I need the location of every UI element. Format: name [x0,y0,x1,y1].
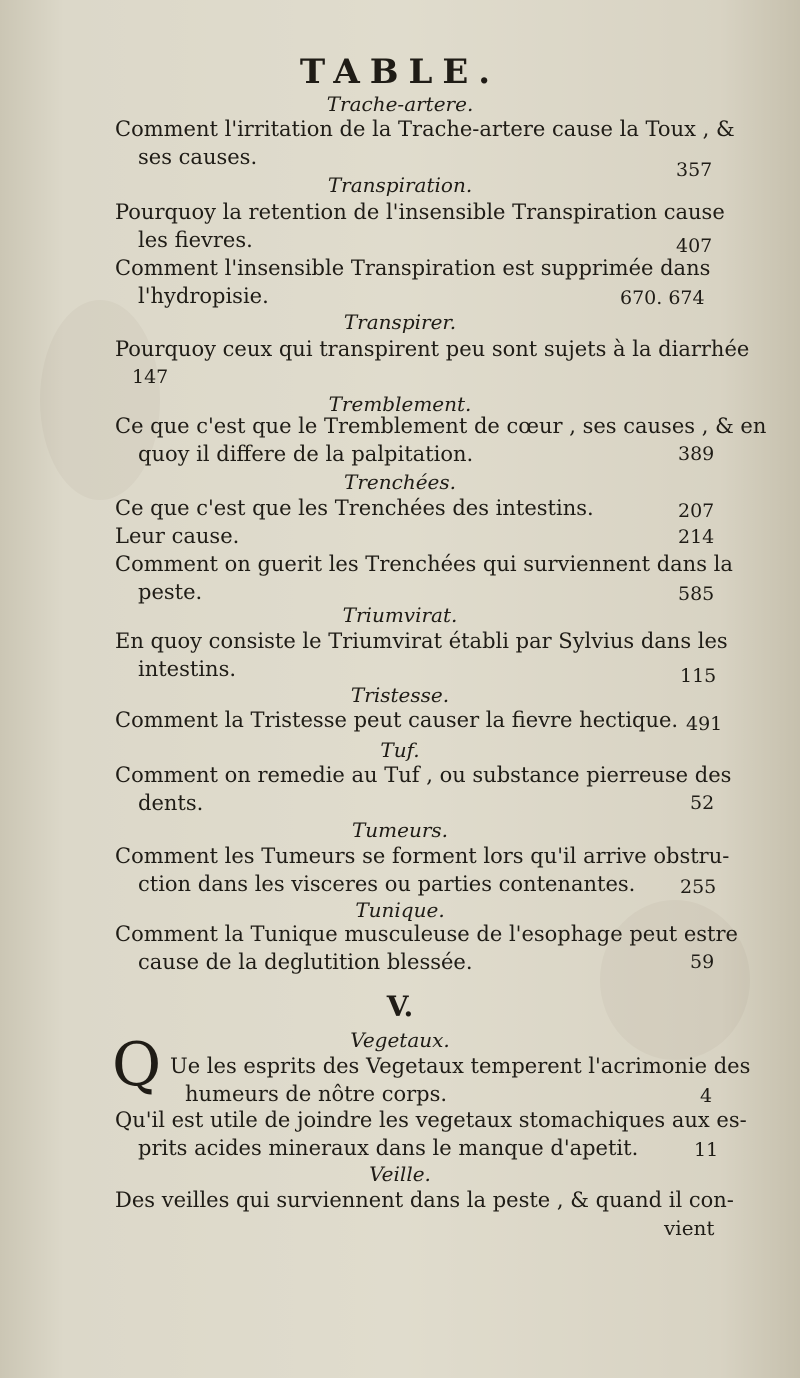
page-number: 357 [676,159,713,181]
section-heading: Tristesse. [350,683,450,707]
entry-line: Comment on remedie au Tuf , ou substance pierreuse des [115,763,732,787]
page-number: 389 [678,443,715,465]
page-number: 585 [678,583,715,605]
entry-line: Comment la Tristesse peut causer la fievre hectique. [115,708,679,732]
entry-line: l'hydropisie. [138,284,269,308]
section-heading: Tuf. [380,738,420,762]
entry-line: prits acides mineraux dans le manque d'apetit. [138,1136,639,1160]
entry-line: Qu'il est utile de joindre les vegetaux stomachiques aux es- [115,1108,747,1132]
section-heading: Transpiration. [327,173,473,197]
page-number: 214 [678,526,715,548]
entry-line: Ce que c'est que le Tremblement de cœur , ses causes , & en [115,414,767,438]
page-number: 207 [678,500,715,522]
section-heading: Tremblement. [328,392,472,416]
section-heading: Tunique. [355,898,445,922]
entry-line: Comment on guerit les Trenchées qui surviennent dans la [115,552,733,576]
entry-line: peste. [138,580,203,604]
section-heading: Triumvirat. [342,603,458,627]
entry-line: Pourquoy ceux qui transpirent peu sont sujets à la diarrhée [115,337,750,361]
entry-line: Pourquoy la retention de l'insensible Transpiration cause [115,200,725,224]
entry-line: ction dans les visceres ou parties contenantes. [138,872,636,896]
entry-line: dents. [138,791,204,815]
section-heading: Tumeurs. [351,818,449,842]
entry-line: ses causes. [138,145,258,169]
page-number: 147 [132,366,169,388]
entry-line: En quoy consiste le Triumvirat établi par Sylvius dans les [115,629,728,653]
page-number: 4 [700,1085,713,1107]
entry-line: Comment la Tunique musculeuse de l'esophage peut estre [115,922,738,946]
page-title: TABLE. [299,52,501,92]
drop-cap: Q [112,1030,162,1100]
page-number: 11 [694,1139,719,1161]
entry-line: cause de la deglutition blessée. [138,950,473,974]
entry-line: Comment les Tumeurs se forment lors qu'il arrive obstru- [115,844,730,868]
entry-line: Ce que c'est que les Trenchées des intestins. [115,496,594,520]
page-number: 407 [676,235,713,257]
section-heading: Vegetaux. [350,1028,450,1052]
entry-line: humeurs de nôtre corps. [185,1082,448,1106]
entry-line: quoy il differe de la palpitation. [138,442,474,466]
entry-line: Comment l'irritation de la Trache-artere cause la Toux , & [115,117,735,141]
section-heading: Transpirer. [343,310,457,334]
page-number: 670. 674 [620,287,705,309]
entry-line: Des veilles qui surviennent dans la peste , & quand il con- [115,1188,734,1212]
page-number: 115 [680,665,717,687]
catchword: vient [664,1216,715,1240]
entry-line: les fievres. [138,228,253,252]
section-heading: Trache-artere. [326,92,474,116]
page-number: 52 [690,792,715,814]
entry-line: intestins. [138,657,237,681]
section-heading: Trenchées. [344,470,456,494]
entry-line: Leur cause. [115,524,240,548]
section-heading: Veille. [369,1162,431,1186]
section-letter: V. [386,990,414,1023]
entry-line: Ue les esprits des Vegetaux temperent l'acrimonie des [170,1054,751,1078]
page-number: 255 [680,876,717,898]
page-number: 491 [686,713,723,735]
entry-line: Comment l'insensible Transpiration est supprimée dans [115,256,711,280]
page-number: 59 [690,951,715,973]
